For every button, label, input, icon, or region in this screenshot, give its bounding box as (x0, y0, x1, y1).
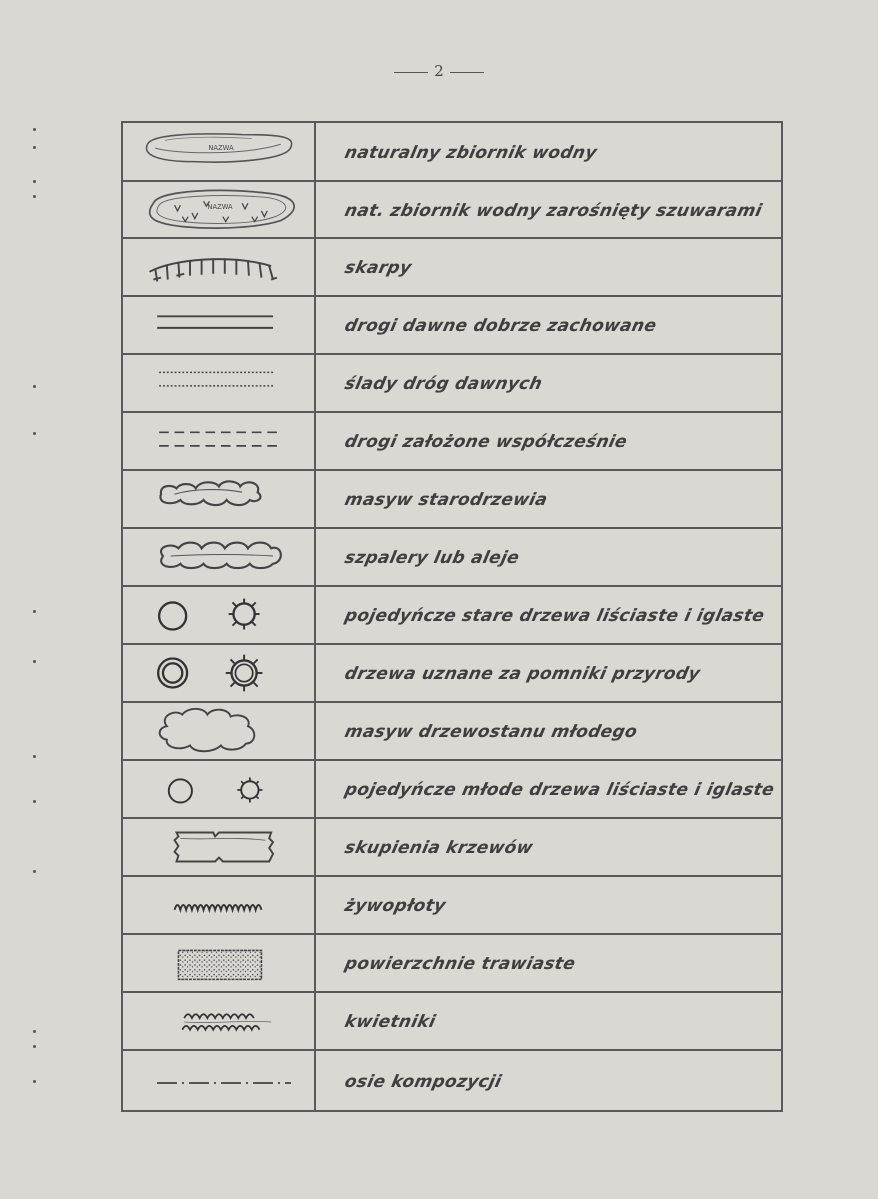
legend-row (123, 355, 781, 413)
legend-label: pojedyńcze młode drzewa liściaste i iglaste (342, 780, 777, 800)
legend-row (123, 761, 781, 819)
legend-label: drogi dawne dobrze zachowane (342, 316, 659, 336)
punch-hole (33, 385, 36, 388)
legend-row (123, 819, 781, 877)
legend-label: żywopłoty (342, 896, 448, 916)
legend-table (121, 121, 783, 1112)
punch-hole (33, 755, 36, 758)
legend-label: drzewa uznane za pomniki przyrody (342, 664, 702, 684)
flowerbed-icon (123, 993, 314, 1049)
avenue-icon (123, 529, 314, 585)
page-number: 2 (0, 62, 878, 80)
old-stand-icon (123, 471, 314, 527)
punch-hole (33, 146, 36, 149)
punch-hole (33, 800, 36, 803)
single-old-trees-icon (123, 587, 314, 643)
dotted-line-icon (123, 355, 314, 411)
punch-hole (33, 128, 36, 131)
svg-text:NAZWA: NAZWA (208, 144, 234, 153)
punch-hole (33, 432, 36, 435)
legend-row (123, 587, 781, 645)
legend-row (123, 1051, 781, 1110)
legend-label: masyw starodrzewia (342, 490, 550, 510)
double-line-icon (123, 297, 314, 353)
legend-row (123, 529, 781, 587)
legend-label: drogi założone współcześnie (342, 432, 630, 452)
shrubs-icon (123, 819, 314, 875)
legend-label: masyw drzewostanu młodego (342, 722, 640, 742)
legend-label: skupienia krzewów (342, 838, 535, 858)
punch-hole (33, 1030, 36, 1033)
escarpment-icon (123, 239, 314, 295)
legend-row (123, 297, 781, 355)
legend-label: kwietniki (342, 1012, 438, 1032)
legend-label: powierzchnie trawiaste (342, 954, 578, 974)
punch-hole (33, 180, 36, 183)
punch-hole (33, 1045, 36, 1048)
legend-row (123, 645, 781, 703)
dashed-line-icon (123, 413, 314, 469)
dash-dot-line-icon (123, 1051, 314, 1110)
monument-trees-icon (123, 645, 314, 701)
natural-water-icon (123, 123, 314, 180)
overgrown-water-icon (123, 182, 314, 237)
legend-label: pojedyńcze stare drzewa liściaste i iglaste (342, 606, 767, 626)
legend-row (123, 993, 781, 1051)
legend-row (123, 877, 781, 935)
legend-row (123, 182, 781, 239)
legend-label: skarpy (342, 258, 414, 278)
punch-hole (33, 1080, 36, 1083)
grass-icon (123, 935, 314, 991)
svg-text:NAZWA: NAZWA (207, 203, 233, 212)
legend-row (123, 935, 781, 993)
legend-label: szpalery lub aleje (342, 548, 522, 568)
hedge-icon (123, 877, 314, 933)
punch-hole (33, 870, 36, 873)
legend-row (123, 703, 781, 761)
legend-label: osie kompozycji (342, 1071, 504, 1092)
legend-label: ślady dróg dawnych (342, 374, 545, 394)
legend-row (123, 471, 781, 529)
punch-hole (33, 660, 36, 663)
legend-row (123, 239, 781, 297)
legend-row (123, 413, 781, 471)
single-young-trees-icon (123, 761, 314, 817)
legend-label: nat. zbiornik wodny zarośnięty szuwarami (342, 200, 764, 221)
legend-row (123, 123, 781, 182)
young-stand-icon (123, 703, 314, 759)
punch-hole (33, 195, 36, 198)
punch-hole (33, 610, 36, 613)
legend-label: naturalny zbiornik wodny (342, 142, 599, 163)
